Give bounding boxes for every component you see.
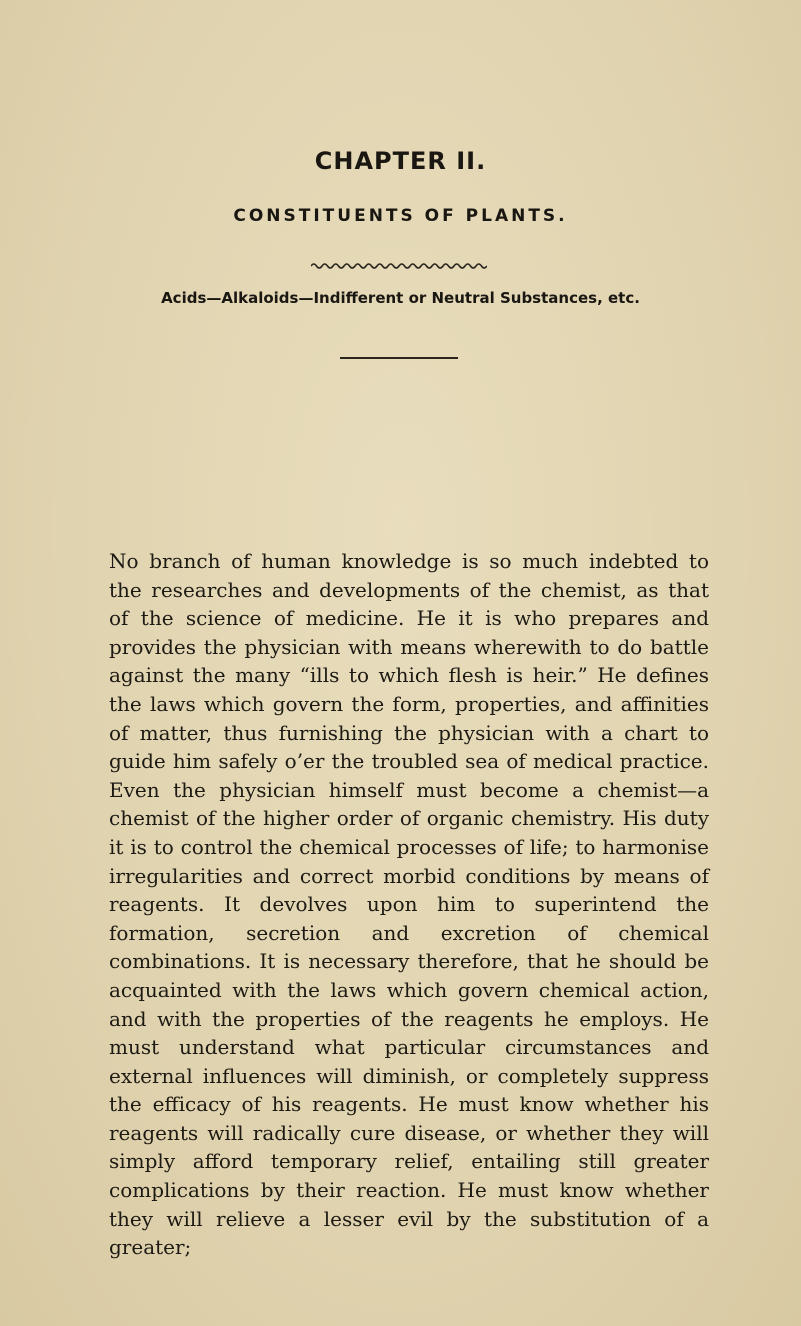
section-title: CONSTITUENTS OF PLANTS. [233,206,568,226]
chapter-subtitle: Acids—Alkaloids—Indifferent or Neutral Substances, etc. [161,289,640,307]
divider-rule [340,357,458,359]
paragraph: No branch of human knowledge is so much indebted to the researches and developments of the chemist, as that of the science of medicine. He it is who prepares and provides the physician with means wherewith to do battle against the many “ills to which flesh is heir.” He defines the laws which govern the form, properties, and affinities of matter, thus furnishing the physician with a chart to guide him safely o’er the troubled sea of medical practice. Even the physician himself must become a chemist—a chemist of the higher order of organic chemistry. His duty it is to control the chemical processes of life; to harmonise irregularities and correct morbid conditions by means of reagents. It devolves upon him to superintend the formation, secretion and excretion of chemical combinations. It is necessary therefore, that he should be acquainted with the laws which govern chemical action, and with the properties of the reagents he employs. He must understand what particular circumstances and external influences will diminish, or completely suppress the efficacy of his reagents. He must know whether his reagents will radically cure disease, or whether they will simply afford temporary relief, entailing still greater complications by their reaction. He must know whether they will relieve a lesser evil by the substitution of a greater; [109,549,709,1260]
chapter-heading: CHAPTER II. [314,147,487,175]
body-text [109,547,709,1262]
wavy-ornament-rule [311,262,487,270]
